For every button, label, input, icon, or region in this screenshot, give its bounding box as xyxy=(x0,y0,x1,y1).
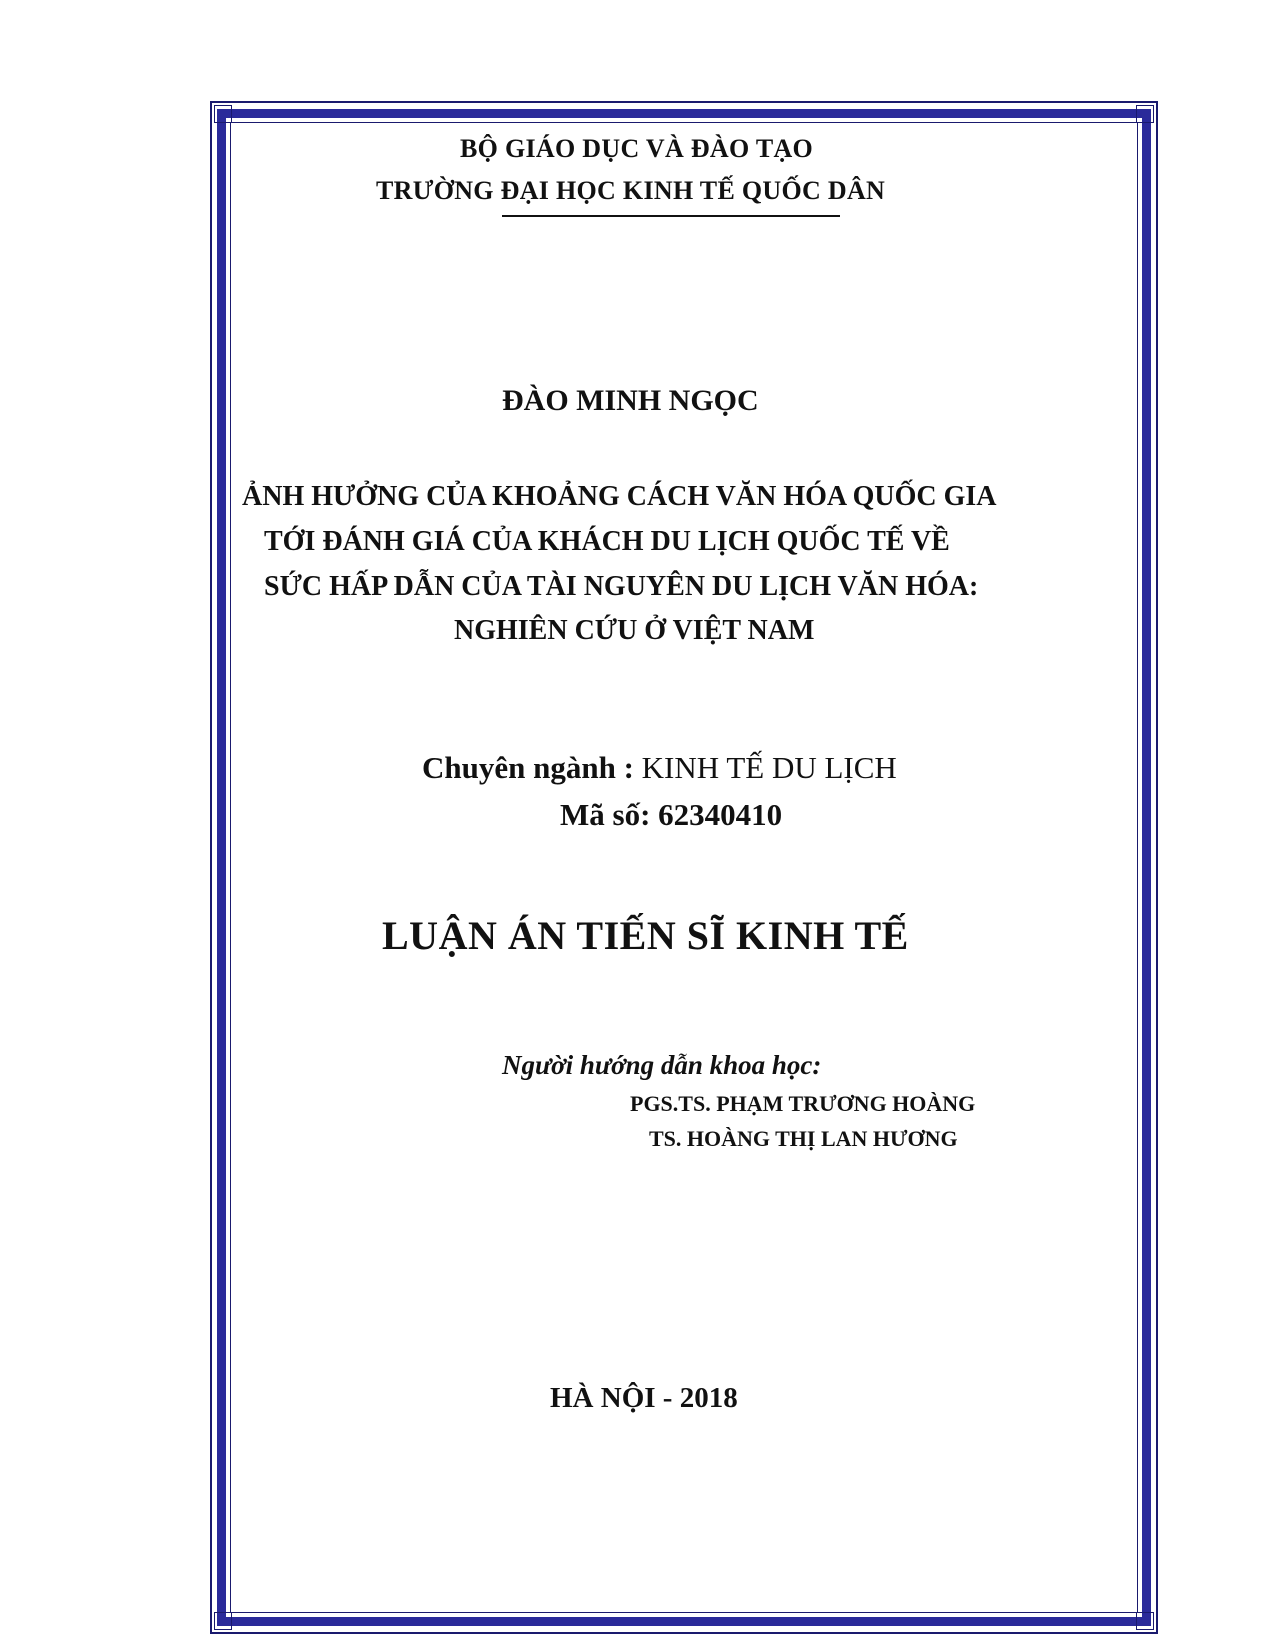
place-and-year: HÀ NỘI - 2018 xyxy=(550,1382,738,1414)
frame-corner-bottom-left xyxy=(214,1612,232,1630)
author-name: ĐÀO MINH NGỌC xyxy=(502,384,759,417)
university-underline xyxy=(502,215,840,217)
ministry-name: BỘ GIÁO DỤC VÀ ĐÀO TẠO xyxy=(460,134,814,163)
advisor-2: TS. HOÀNG THỊ LAN HƯƠNG xyxy=(649,1126,958,1151)
major-value: KINH TẾ DU LỊCH xyxy=(641,750,897,785)
degree-title: LUẬN ÁN TIẾN SĨ KINH TẾ xyxy=(382,913,909,958)
frame-corner-bottom-right xyxy=(1136,1612,1154,1630)
major-line xyxy=(422,750,897,786)
thesis-title-line-3: SỨC HẤP DẪN CỦA TÀI NGUYÊN DU LỊCH VĂN HÓA: xyxy=(264,571,979,602)
major-label: Chuyên ngành : xyxy=(422,750,642,785)
advisor-label: Người hướng dẫn khoa học: xyxy=(502,1050,822,1080)
advisor-1: PGS.TS. PHẠM TRƯƠNG HOÀNG xyxy=(630,1091,976,1116)
frame-corner-top-right xyxy=(1136,105,1154,123)
thesis-title-line-1: ẢNH HƯỞNG CỦA KHOẢNG CÁCH VĂN HÓA QUỐC GIA xyxy=(242,481,997,512)
major-code: Mã số: 62340410 xyxy=(560,797,783,832)
thesis-title-line-2: TỚI ĐÁNH GIÁ CỦA KHÁCH DU LỊCH QUỐC TẾ VỀ xyxy=(264,526,950,557)
thesis-title-line-4: NGHIÊN CỨU Ở VIỆT NAM xyxy=(454,615,815,646)
frame-corner-top-left xyxy=(214,105,232,123)
university-name: TRƯỜNG ĐẠI HỌC KINH TẾ QUỐC DÂN xyxy=(376,176,886,205)
